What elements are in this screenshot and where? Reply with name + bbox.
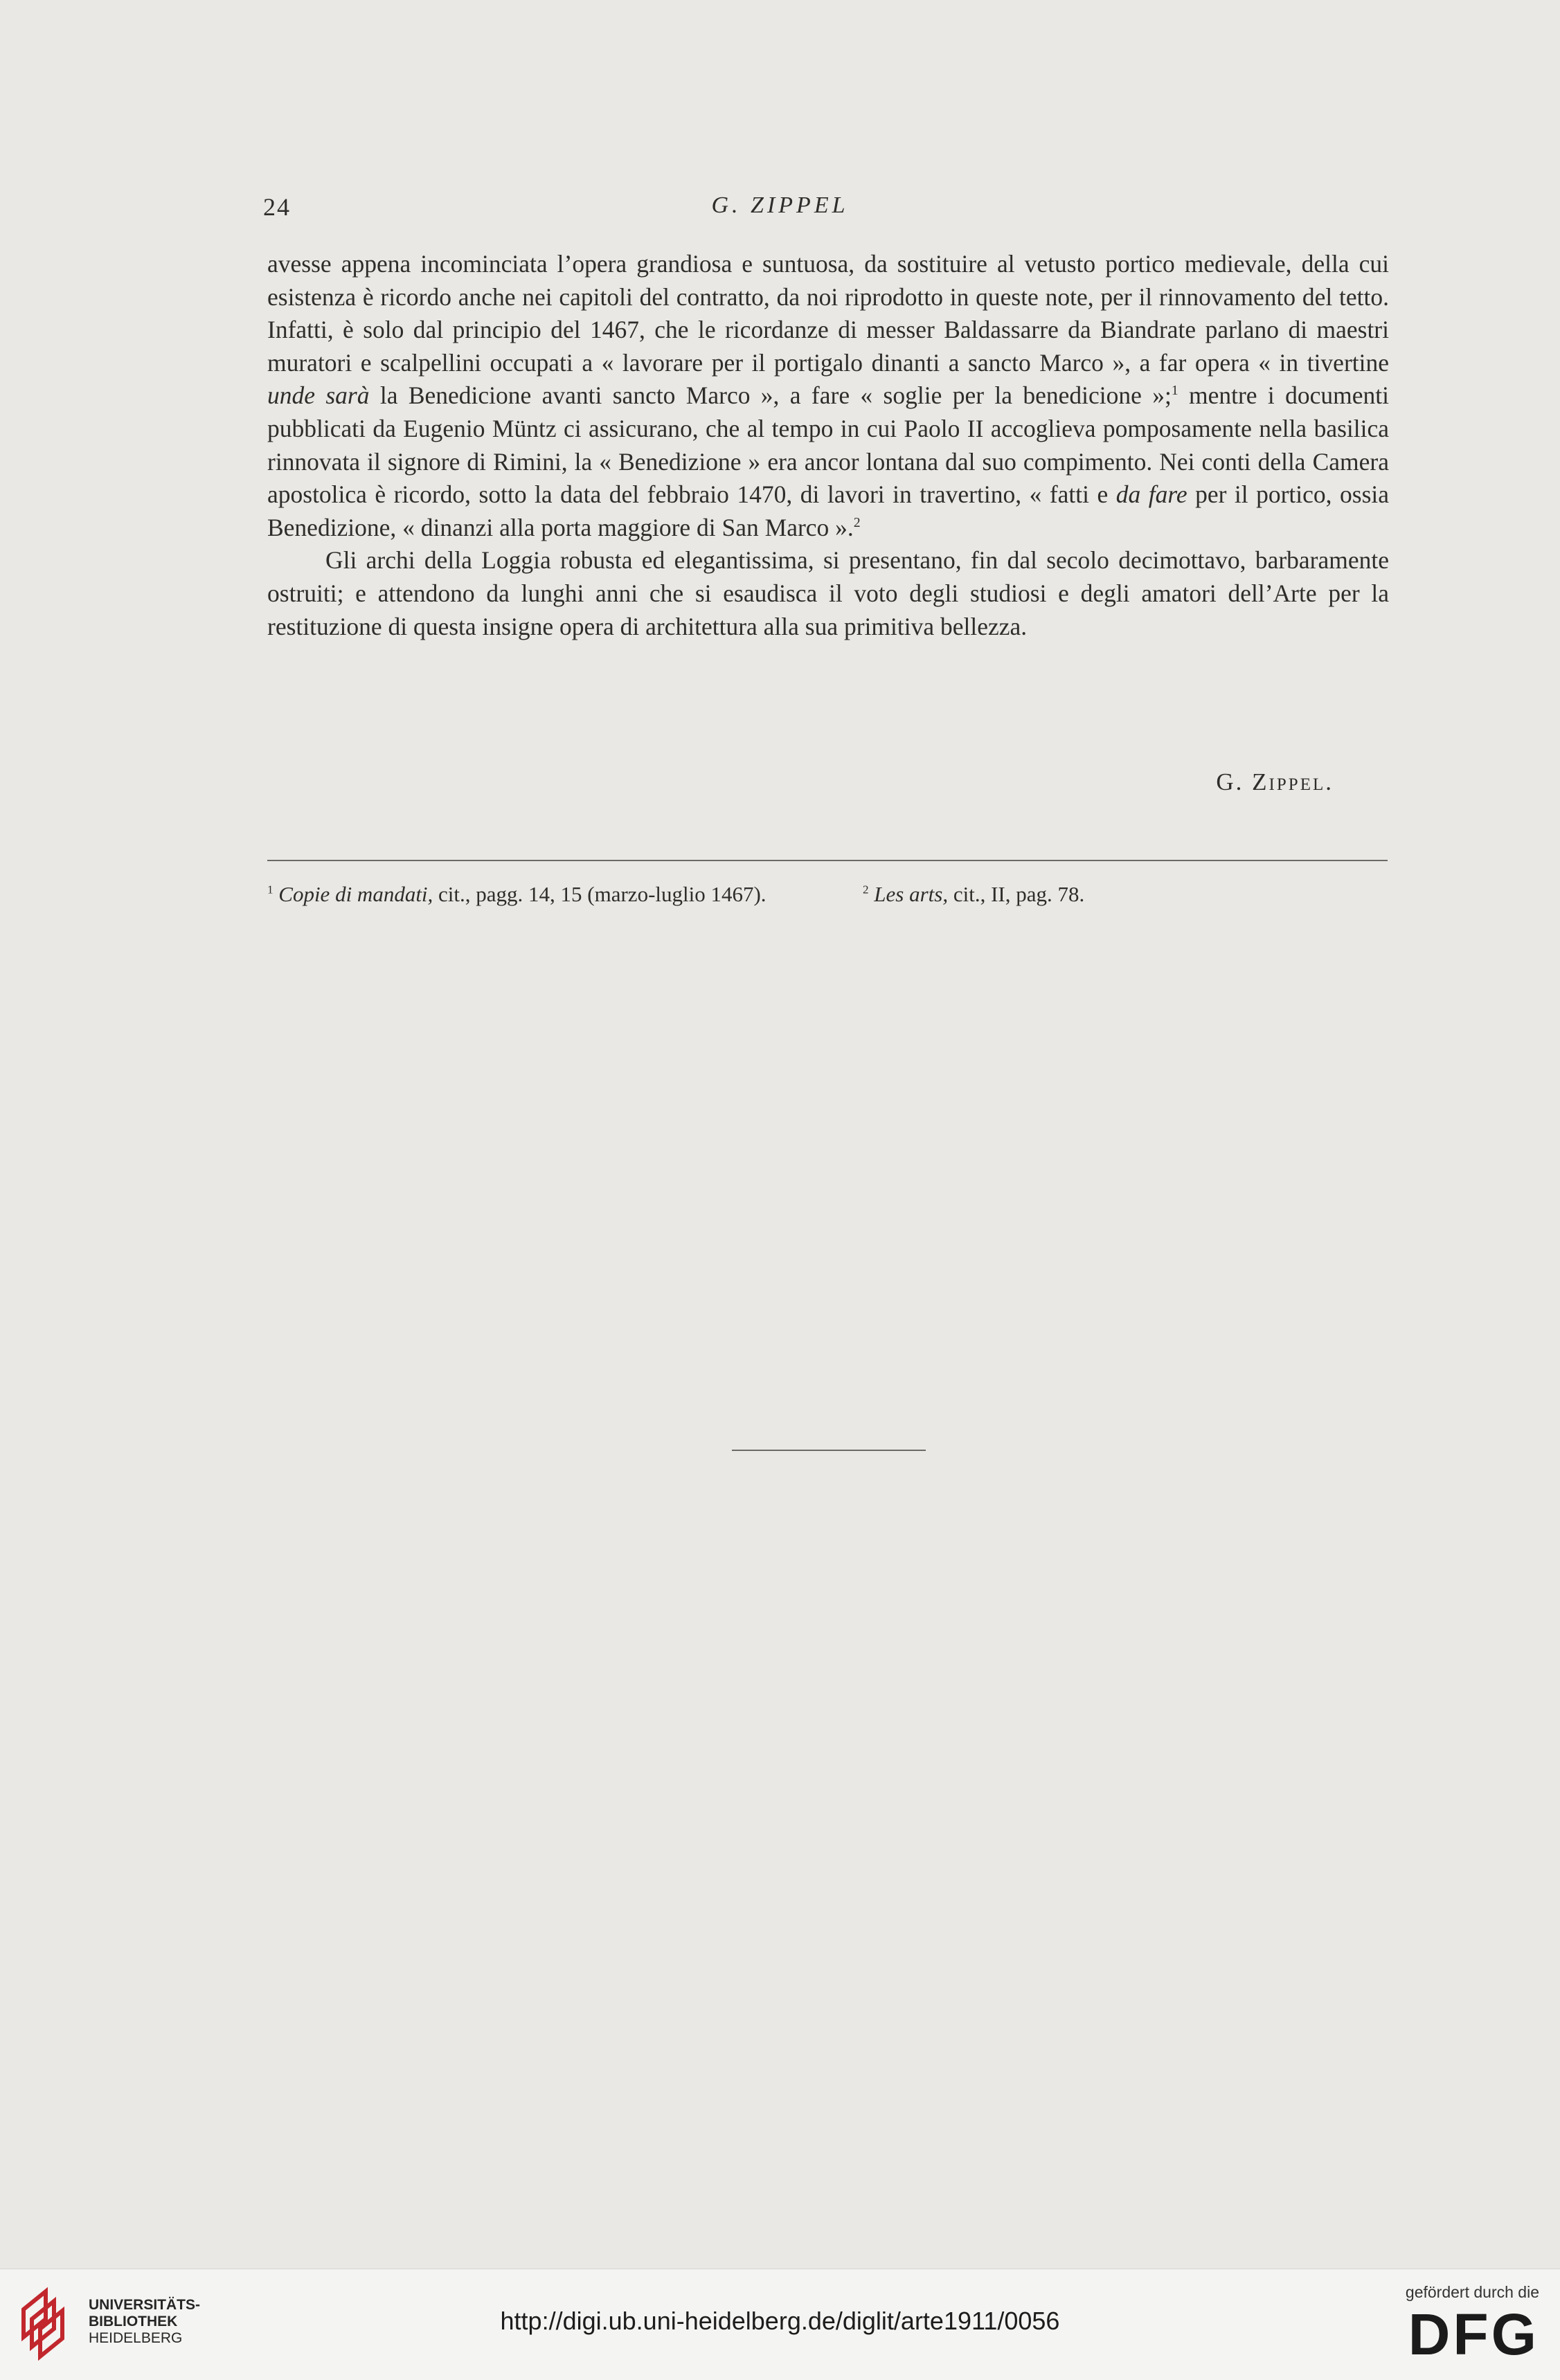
paragraph-1 xyxy=(267,248,1389,544)
footnote-2 xyxy=(863,879,1389,910)
paragraph-1-text-a: avesse appena incominciata l’opera grandiosa e suntuosa, da sostituire al vetusto portico medievale, della cui esistenza è ricordo anche nei capitoli del contratto, da noi riprodotto in queste note, per il rinnovamento del tetto. Infatti, è solo dal principio del 1467, che le ricordanze di messer Baldassarre da Biandrate parlano di maestri muratori e scalpellini occupati a « lavorare per il portigalo dinanti a sancto Marco », a far opera « in tivertine xyxy=(267,250,1389,377)
library-name-line-1: UNIVERSITÄTS- xyxy=(89,2297,201,2313)
footnote-ref-1[interactable]: 1 xyxy=(1171,384,1178,399)
body-text xyxy=(267,248,1389,643)
paragraph-2: Gli archi della Loggia robusta ed elegantissima, si presentano, fin dal secolo decimottavo, barbaramente ostruiti; e attendono da lunghi anni che si esaudisca il voto degli studiosi e degli amatori dell’Arte per la restituzione di questa insigne opera di architettura alla sua primitiva bellezza. xyxy=(267,546,1389,640)
footnote-1-mark: 1 xyxy=(267,883,274,896)
paragraph-1-text-c: mentre i documenti pubblicati da Eugenio Müntz ci assicurano, che al tempo in cui Paolo II accoglieva pomposamente nella basilica rinnovata il signore di Rimini, la « Benedizione » era ancor lontana dal suo compimento. Nei conti della Camera apostolica è ricordo, sotto la data del febbraio 1470, di lavori in travertino, « fatti e xyxy=(267,381,1390,509)
footer-bar xyxy=(0,2269,1560,2380)
paragraph-1-text-d: per il portico, ossia Benedizione, « dinanzi alla porta maggiore di San Marco ». xyxy=(267,480,1390,541)
page-number: 24 xyxy=(263,193,291,221)
footnote-2-mark: 2 xyxy=(863,883,869,896)
footnote-1 xyxy=(267,879,821,910)
paragraph-1-italic-a: unde sarà xyxy=(267,381,370,410)
signature: G. Zippel. xyxy=(1216,768,1334,795)
library-name-line-3: HEIDELBERG xyxy=(89,2330,183,2346)
library-name-line-2: BIBLIOTHEK xyxy=(89,2314,178,2329)
paragraph-1-italic-c: da fare xyxy=(1115,480,1187,509)
footnote-1-title: Copie di mandati, xyxy=(278,882,433,906)
funder-caption: gefördert durch die xyxy=(1405,2283,1539,2301)
footnote-rule xyxy=(267,860,1388,861)
running-head: G. ZIPPEL xyxy=(711,192,849,218)
end-rule xyxy=(732,1450,926,1451)
footnote-ref-2[interactable]: 2 xyxy=(853,515,861,530)
paragraph-1-text-b: la Benedicione avanti sancto Marco », a fare « soglie per la benedicione »; xyxy=(369,381,1172,410)
footnote-2-title: Les arts, xyxy=(874,882,949,906)
dfg-logo[interactable]: DFG xyxy=(1408,2302,1539,2367)
footnote-2-text: cit., II, pag. 78. xyxy=(948,882,1085,906)
footnote-1-text: cit., pagg. 14, 15 (marzo-luglio 1467). xyxy=(433,882,766,906)
footer-url[interactable]: http://digi.ub.uni-heidelberg.de/diglit/arte1911/0056 xyxy=(500,2307,1060,2335)
